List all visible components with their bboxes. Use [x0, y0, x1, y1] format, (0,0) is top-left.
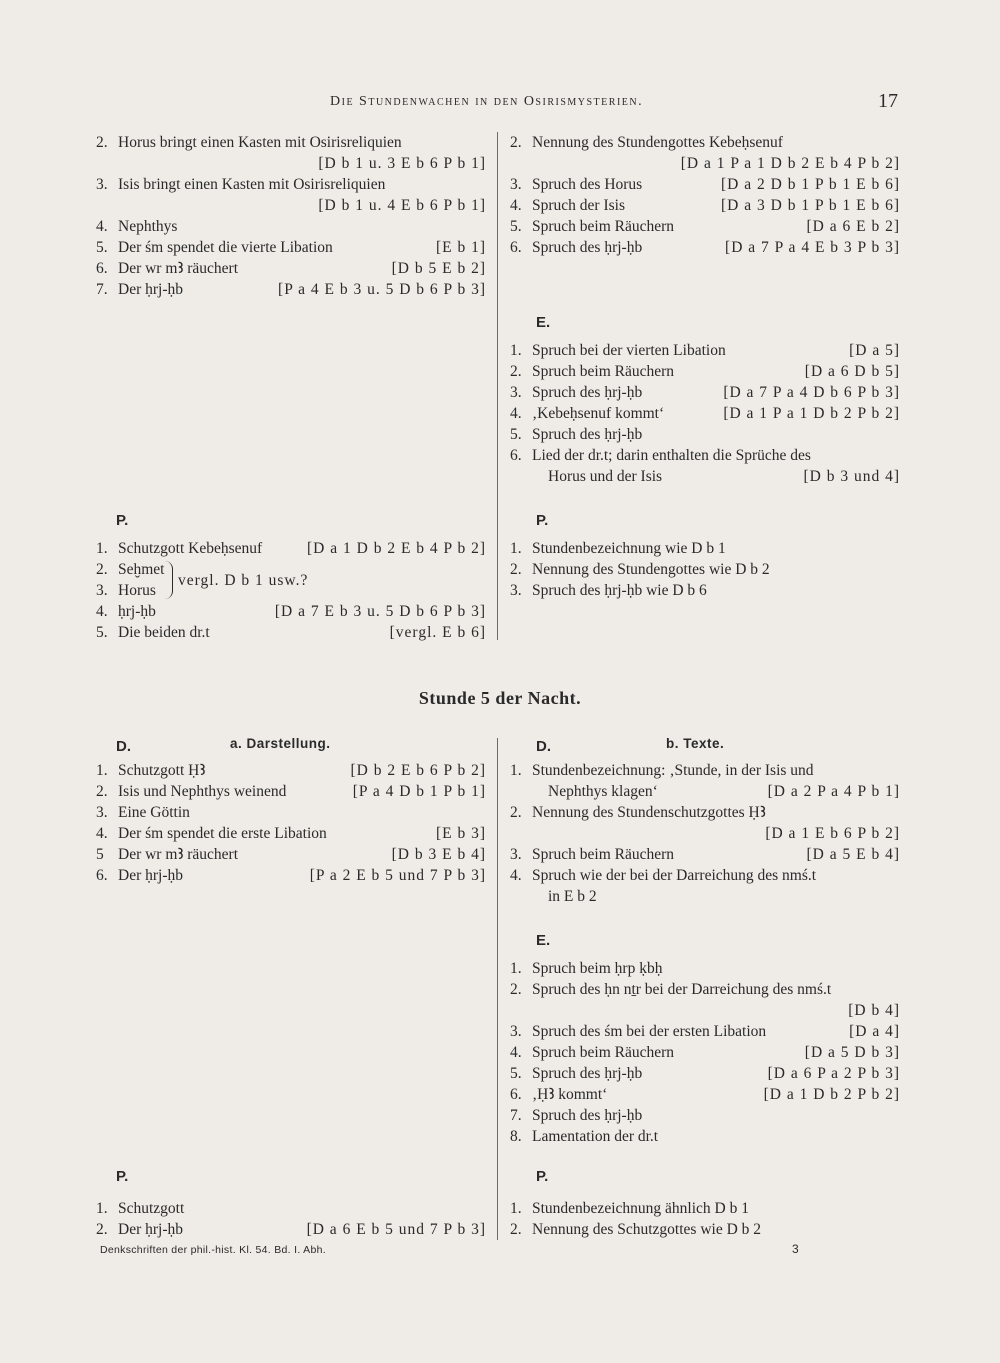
- item-reference: [D a 4]: [849, 1023, 900, 1040]
- item-reference: [P a 4 E b 3 u. 5 D b 6 P b 3]: [278, 281, 486, 298]
- item-reference: [D a 1 P a 1 D b 2 E b 4 P b 2]: [680, 155, 900, 172]
- list-item: [510, 1000, 900, 1021]
- item-number: 4.: [510, 405, 522, 422]
- item-text: Isis und Nephthys weinend: [118, 783, 287, 800]
- item-number: 5.: [510, 426, 522, 443]
- list-item: [510, 424, 900, 445]
- item-number: 2.: [96, 783, 108, 800]
- item-text: Spruch beim ḥrp ḳbḥ: [532, 960, 663, 977]
- upper-right-P-label: P.: [536, 512, 549, 529]
- item-number: 2.: [510, 981, 522, 998]
- item-number: 8.: [510, 1128, 522, 1145]
- item-text: Horus bringt einen Kasten mit Osirisreliquien: [118, 134, 402, 151]
- item-text: Nephthys klagen‘: [548, 783, 658, 800]
- item-reference: [D a 5 D b 3]: [804, 1044, 900, 1061]
- item-reference: [D a 5 E b 4]: [806, 846, 900, 863]
- list-item: [510, 382, 900, 403]
- list-item: [96, 802, 486, 823]
- item-number: 4.: [510, 197, 522, 214]
- list-item: [510, 466, 900, 487]
- list-item: [510, 1042, 900, 1063]
- item-text: Spruch beim Räuchern: [532, 218, 675, 235]
- item-number: 4.: [96, 218, 108, 235]
- item-text: Horus und der Isis: [548, 468, 663, 485]
- list-item: [510, 1084, 900, 1105]
- item-number: 3.: [510, 846, 522, 863]
- item-reference: [D a 1 E b 6 P b 2]: [765, 825, 900, 842]
- item-number: 2.: [96, 134, 108, 151]
- item-number: 6.: [510, 447, 522, 464]
- item-text: Der ḥrj-ḥb: [118, 1221, 183, 1238]
- item-number: 2.: [510, 134, 522, 151]
- list-item: [510, 1198, 900, 1219]
- item-text: Lied der dr.t; darin enthalten die Sprüche des: [532, 447, 811, 464]
- lower-right-subheading: b. Texte.: [666, 736, 725, 751]
- list-item: [96, 216, 486, 237]
- list-item: [510, 132, 900, 153]
- list-item: [510, 760, 900, 781]
- item-reference: [D a 7 P a 4 D b 6 P b 3]: [723, 384, 900, 401]
- item-number: 4.: [510, 1044, 522, 1061]
- item-reference: [D a 3 D b 1 P b 1 E b 6]: [721, 197, 900, 214]
- item-text: Stundenbezeichnung wie D b 1: [532, 540, 726, 557]
- list-item: [510, 844, 900, 865]
- lower-right-P-list: [510, 1198, 900, 1240]
- item-text: Nennung des Schutzgottes wie D b 2: [532, 1221, 762, 1238]
- page-number: 17: [878, 90, 898, 112]
- item-text: Der wr mꜢ räuchert: [118, 260, 239, 277]
- upper-left-P-list: [96, 538, 486, 643]
- item-number: 1.: [96, 762, 108, 779]
- list-item: [510, 958, 900, 979]
- item-reference: [D b 3 und 4]: [803, 468, 900, 485]
- item-text: Nennung des Stundengottes Kebeḥsenuf: [532, 134, 783, 151]
- list-item: [96, 1219, 486, 1240]
- item-text: Spruch der Isis: [532, 197, 625, 214]
- item-number: 1.: [510, 960, 522, 977]
- column-divider-upper: [497, 132, 498, 640]
- item-text: Der śm spendet die vierte Libation: [118, 239, 333, 256]
- list-item: [510, 538, 900, 559]
- list-item: [510, 580, 900, 601]
- list-item: [510, 1219, 900, 1240]
- item-number: 6.: [96, 260, 108, 277]
- item-reference: [D b 1 u. 4 E b 6 P b 1]: [318, 197, 486, 214]
- item-number: 5: [96, 846, 104, 863]
- item-number: 6.: [510, 239, 522, 256]
- list-item: [96, 258, 486, 279]
- list-item: [510, 237, 900, 258]
- lower-left-subheading: a. Darstellung.: [230, 736, 331, 751]
- item-reference: [D a 2 P a 4 P b 1]: [767, 783, 900, 800]
- list-item: [510, 403, 900, 424]
- item-number: 2.: [510, 1221, 522, 1238]
- upper-right-list: [510, 132, 900, 258]
- list-item: [510, 153, 900, 174]
- item-text: Spruch des ḥrj-ḥb wie D b 6: [532, 582, 707, 599]
- column-divider-lower: [497, 738, 498, 1240]
- item-number: 7.: [96, 281, 108, 298]
- item-text: Der śm spendet die erste Libation: [118, 825, 327, 842]
- list-item: [510, 979, 900, 1000]
- item-number: 3.: [510, 384, 522, 401]
- item-number: 4.: [510, 867, 522, 884]
- item-text: Spruch des ḥrj-ḥb: [532, 1107, 643, 1124]
- lower-left-D-list: [96, 760, 486, 886]
- item-text: Spruch des ḥrj-ḥb: [532, 384, 643, 401]
- item-number: 1.: [510, 1200, 522, 1217]
- item-reference: [D a 6 E b 5 und 7 P b 3]: [306, 1221, 486, 1238]
- list-item: [96, 279, 486, 300]
- item-text: Der ḥrj-ḥb: [118, 867, 183, 884]
- item-text: ‚ḤꜢ kommt‘: [532, 1086, 608, 1103]
- item-text: Der ḥrj-ḥb: [118, 281, 183, 298]
- list-item: [510, 802, 900, 823]
- list-item: [510, 559, 900, 580]
- item-text: Nennung des Stundengottes wie D b 2: [532, 561, 770, 578]
- item-text: ‚Kebeḥsenuf kommt‘: [532, 405, 665, 422]
- list-item: [510, 445, 900, 466]
- item-text: Schutzgott: [118, 1200, 185, 1217]
- upper-right-E-label: E.: [536, 314, 551, 331]
- item-reference: [E b 1]: [435, 239, 486, 256]
- item-reference: [D b 4]: [848, 1002, 900, 1019]
- list-item: [510, 1063, 900, 1084]
- list-item: [96, 844, 486, 865]
- list-item: 4. ḥrj-ḥb [D a 7 E b 3 u. 5 D b 6 P b 3]: [96, 603, 486, 620]
- item-reference: [D b 1 u. 3 E b 6 P b 1]: [318, 155, 486, 172]
- item-text: Spruch des ḥrj-ḥb: [532, 1065, 643, 1082]
- item-text: Isis bringt einen Kasten mit Osirisreliquien: [118, 176, 386, 193]
- list-item: [510, 216, 900, 237]
- item-number: 6.: [510, 1086, 522, 1103]
- lower-right-P-label: P.: [536, 1168, 549, 1185]
- item-text: Spruch des ḥn nṯr bei der Darreichung des nmś.t: [532, 981, 832, 998]
- item-number: 1.: [96, 1200, 108, 1217]
- item-number: 1.: [510, 342, 522, 359]
- item-text: Schutzgott ḤꜢ: [118, 762, 206, 779]
- item-number: 5.: [96, 239, 108, 256]
- item-reference: [E b 3]: [435, 825, 486, 842]
- item-number: 3.: [510, 582, 522, 599]
- item-reference: [D a 2 D b 1 P b 1 E b 6]: [721, 176, 900, 193]
- item-number: 2.: [510, 804, 522, 821]
- item-text: Spruch des ḥrj-ḥb: [532, 239, 643, 256]
- item-number: 2.: [96, 1221, 108, 1238]
- item-reference: [P a 4 D b 1 P b 1]: [352, 783, 486, 800]
- item-text: in E b 2: [548, 888, 597, 905]
- item-reference: [P a 2 E b 5 und 7 P b 3]: [309, 867, 486, 884]
- list-item: [96, 1198, 486, 1219]
- list-item: [510, 195, 900, 216]
- list-item: [510, 1021, 900, 1042]
- item-text: Eine Göttin: [118, 804, 190, 821]
- section-title: Stunde 5 der Nacht.: [418, 688, 582, 708]
- lower-left-P-label: P.: [116, 1168, 129, 1185]
- item-number: 1.: [510, 540, 522, 557]
- item-reference: [D a 1 D b 2 P b 2]: [763, 1086, 900, 1103]
- item-reference: [D a 1 P a 1 D b 2 P b 2]: [723, 405, 900, 422]
- upper-right-E-list: [510, 340, 900, 487]
- list-item: [96, 132, 486, 153]
- list-item: 5. Die beiden dr.t [vergl. E b 6]: [96, 624, 486, 641]
- item-text: Stundenbezeichnung: ‚Stunde, in der Isis und: [532, 762, 814, 779]
- item-text: Spruch des ḥrj-ḥb: [532, 426, 643, 443]
- list-item: [510, 174, 900, 195]
- running-title: Die Stundenwachen in den Osirismysterien.: [330, 94, 644, 109]
- item-reference: [D b 2 E b 6 P b 2]: [350, 762, 486, 779]
- lower-right-D-label: D.: [536, 738, 551, 755]
- item-number: 6.: [96, 867, 108, 884]
- list-item-braced: 2. Seḫmet 3. Horus vergl. D b 1 usw.?: [96, 561, 309, 599]
- item-number: 7.: [510, 1107, 522, 1124]
- item-number: 3.: [510, 176, 522, 193]
- list-item: [510, 340, 900, 361]
- list-item: [96, 781, 486, 802]
- item-text: Spruch beim Räuchern: [532, 846, 675, 863]
- item-text: Nennung des Stundenschutzgottes ḤꜢ: [532, 804, 766, 821]
- item-text: Spruch beim Räuchern: [532, 363, 675, 380]
- item-number: 3.: [510, 1023, 522, 1040]
- item-reference: [D a 6 E b 2]: [806, 218, 900, 235]
- list-item: [96, 823, 486, 844]
- item-text: Spruch beim Räuchern: [532, 1044, 675, 1061]
- item-text: Stundenbezeichnung ähnlich D b 1: [532, 1200, 749, 1217]
- item-text: Nephthys: [118, 218, 178, 235]
- item-text: Spruch wie der bei der Darreichung des nmś.t: [532, 867, 817, 884]
- list-item: [96, 153, 486, 174]
- list-item: [510, 1105, 900, 1126]
- item-text: Lamentation der dr.t: [532, 1128, 659, 1145]
- item-number: 3.: [96, 804, 108, 821]
- footer-publication: Denkschriften der phil.-hist. Kl. 54. Bd. I. Abh.: [100, 1244, 326, 1256]
- lower-right-E-list: [510, 958, 900, 1147]
- item-number: 4.: [96, 825, 108, 842]
- upper-right-P-list: [510, 538, 900, 601]
- item-text: Der wr mꜢ räuchert: [118, 846, 239, 863]
- list-item: [96, 195, 486, 216]
- list-item: [510, 865, 900, 886]
- item-reference: [D a 6 D b 5]: [804, 363, 900, 380]
- item-reference: [D b 5 E b 2]: [391, 260, 486, 277]
- item-reference: [D a 6 P a 2 P b 3]: [767, 1065, 900, 1082]
- item-number: 5.: [510, 1065, 522, 1082]
- list-item: [96, 865, 486, 886]
- upper-left-P-label: P.: [116, 512, 129, 529]
- item-number: 2.: [510, 561, 522, 578]
- list-item: [96, 760, 486, 781]
- footer-signature: 3: [792, 1242, 799, 1256]
- upper-left-list: [96, 132, 486, 300]
- lower-right-E-label: E.: [536, 932, 551, 949]
- item-reference: [D b 3 E b 4]: [391, 846, 486, 863]
- lower-left-D-label: D.: [116, 738, 131, 755]
- list-item: [510, 823, 900, 844]
- item-number: 1.: [510, 762, 522, 779]
- item-reference: [D a 5]: [849, 342, 900, 359]
- list-item: [510, 361, 900, 382]
- item-number: 3.: [96, 176, 108, 193]
- item-text: Spruch bei der vierten Libation: [532, 342, 726, 359]
- item-number: 2.: [510, 363, 522, 380]
- item-text: Spruch des Horus: [532, 176, 643, 193]
- item-number: 5.: [510, 218, 522, 235]
- list-item: 1. Schutzgott Kebeḥsenuf [D a 1 D b 2 E b 4 P b 2]: [96, 540, 486, 557]
- list-item: [510, 781, 900, 802]
- list-item: [510, 886, 900, 907]
- item-text: Spruch des śm bei der ersten Libation: [532, 1023, 767, 1040]
- list-item: [510, 1126, 900, 1147]
- list-item: [96, 237, 486, 258]
- list-item: [96, 174, 486, 195]
- lower-right-D-list: [510, 760, 900, 907]
- brace: [164, 561, 173, 599]
- item-reference: [D a 7 P a 4 E b 3 P b 3]: [725, 239, 900, 256]
- lower-left-P-list: [96, 1198, 486, 1240]
- running-header: [0, 92, 1000, 116]
